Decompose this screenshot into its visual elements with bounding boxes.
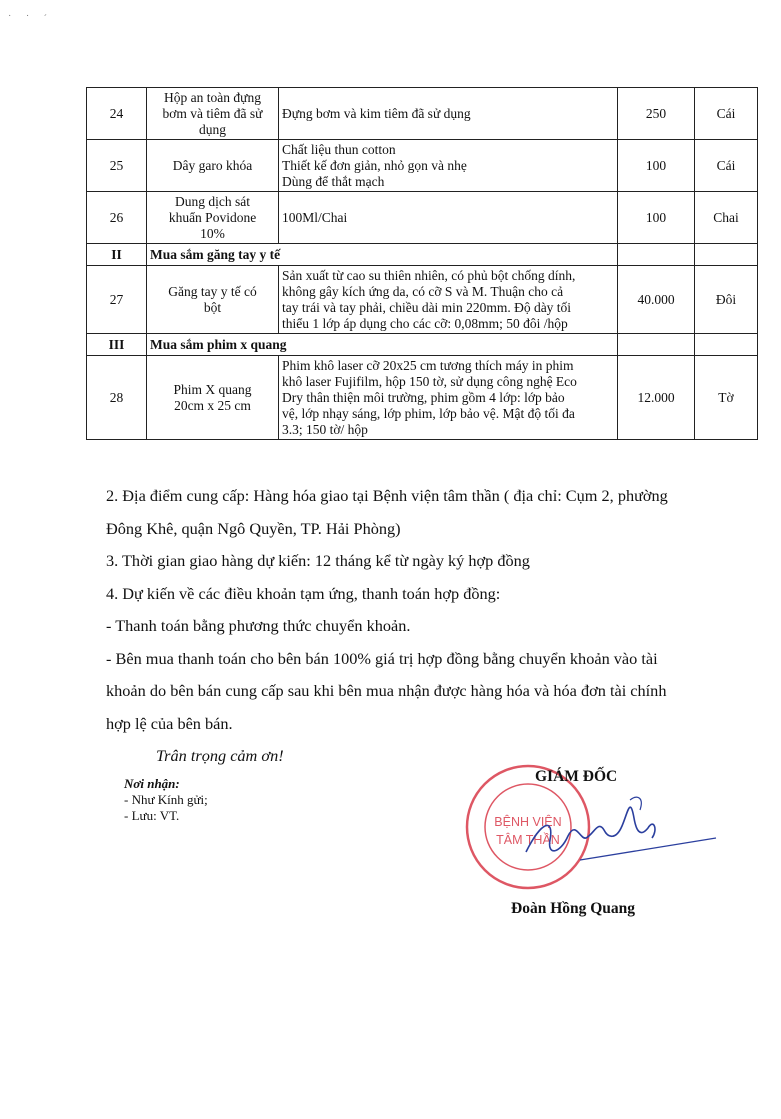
item-name-line: Dung dịch sát bbox=[175, 193, 250, 209]
empty-cell bbox=[695, 334, 758, 356]
payment-detail-line2: khoản do bên bán cung cấp sau khi bên mua nhận được hàng hóa và hóa đơn tài chính bbox=[106, 681, 667, 700]
empty-cell bbox=[618, 244, 695, 266]
signer-name: Đoàn Hồng Quang bbox=[511, 900, 636, 917]
director-title: GIÁM ĐỐC bbox=[535, 768, 618, 785]
item-unit: Chai bbox=[695, 192, 758, 244]
item-unit: Tờ bbox=[695, 356, 758, 440]
scan-specks: ˙ ˙ ˊ bbox=[8, 14, 53, 25]
empty-cell bbox=[618, 334, 695, 356]
item-name bbox=[147, 266, 279, 334]
delivery-time: 3. Thời gian giao hàng dự kiến: 12 tháng kể từ ngày ký hợp đồng bbox=[106, 551, 530, 570]
section-row bbox=[87, 244, 758, 266]
item-unit: Cái bbox=[695, 140, 758, 192]
table-row bbox=[87, 266, 758, 334]
table-row bbox=[87, 88, 758, 140]
item-name-line: 20cm x 25 cm bbox=[174, 397, 251, 413]
item-description-line: Sản xuất từ cao su thiên nhiên, có phủ bột chống dính, bbox=[282, 267, 576, 283]
recipient-item: - Lưu: VT. bbox=[124, 808, 180, 823]
item-name-line: 10% bbox=[200, 225, 225, 241]
payment-detail-line1: - Bên mua thanh toán cho bên bán 100% giá trị hợp đồng bằng chuyển khoản vào tài bbox=[106, 648, 658, 668]
table-row bbox=[87, 140, 758, 192]
item-description bbox=[279, 140, 618, 192]
table-row bbox=[87, 192, 758, 244]
item-description-line: vệ, lớp nhạy sáng, lớp phim, lớp bảo vệ. Mật độ tối đa bbox=[282, 405, 575, 421]
item-name bbox=[147, 88, 279, 140]
body-text bbox=[106, 480, 766, 773]
item-name-line: bột bbox=[203, 299, 222, 315]
item-quantity: 12.000 bbox=[618, 356, 695, 440]
item-name-line: Găng tay y tế có bbox=[168, 283, 257, 299]
payment-terms-heading: 4. Dự kiến về các điều khoản tạm ứng, thanh toán hợp đồng: bbox=[106, 583, 501, 603]
item-number: 25 bbox=[87, 140, 147, 192]
item-quantity: 40.000 bbox=[618, 266, 695, 334]
section-title: Mua sắm phim x quang bbox=[147, 334, 618, 356]
delivery-location-line1: 2. Địa điểm cung cấp: Hàng hóa giao tại Bệnh viện tâm thần ( địa chỉ: Cụm 2, phường bbox=[106, 486, 668, 505]
item-number: 26 bbox=[87, 192, 147, 244]
item-description-line: không gây kích ứng da, có cỡ S và M. Thuận cho cả bbox=[282, 283, 564, 299]
empty-cell bbox=[695, 244, 758, 266]
item-name-line: khuẩn Povidone bbox=[168, 209, 257, 225]
item-description bbox=[279, 356, 618, 440]
item-description-line: Thiết kế đơn giản, nhỏ gọn và nhẹ bbox=[282, 157, 467, 173]
item-description-line: Dùng để thắt mạch bbox=[282, 173, 385, 189]
section-number: II bbox=[87, 244, 147, 266]
item-description bbox=[279, 88, 618, 140]
item-description-line: tay trái và tay phải, chiều dài min 220mm. Độ dày tối bbox=[282, 299, 572, 315]
item-description-line: 100Ml/Chai bbox=[282, 209, 348, 225]
recipient-item: - Như Kính gửi; bbox=[124, 792, 208, 807]
item-description-line: khô laser Fujifilm, hộp 150 tờ, sử dụng công nghệ Eco bbox=[282, 373, 577, 389]
item-number: 24 bbox=[87, 88, 147, 140]
stamp-text-line2: TÂM THẦN bbox=[496, 833, 560, 847]
payment-method: - Thanh toán bằng phương thức chuyển khoản. bbox=[106, 616, 411, 635]
director-signature bbox=[520, 790, 720, 880]
item-description-line: Phim khô laser cỡ 20x25 cm tương thích máy in phim bbox=[282, 357, 574, 373]
item-name-line: Phim X quang bbox=[173, 381, 252, 397]
item-name-line: Dây garo khóa bbox=[172, 157, 253, 173]
section-row bbox=[87, 334, 758, 356]
items-table bbox=[86, 87, 758, 440]
section-number: III bbox=[87, 334, 147, 356]
section-title: Mua sắm găng tay y tế bbox=[147, 244, 618, 266]
delivery-location-line2: Đông Khê, quận Ngô Quyền, TP. Hải Phòng) bbox=[106, 518, 401, 538]
stamp-text-line1: BỆNH VIỆN bbox=[494, 815, 562, 829]
item-description-line: Đựng bơm và kim tiêm đã sử dụng bbox=[282, 105, 471, 121]
items-table-body bbox=[87, 88, 758, 440]
item-number: 28 bbox=[87, 356, 147, 440]
item-description-line: Chất liệu thun cotton bbox=[282, 141, 396, 157]
item-name-line: bơm và tiêm đã sử bbox=[162, 105, 263, 121]
item-description-line: thiểu 1 lớp áp dụng cho các cỡ: 0,08mm; 50 đôi /hộp bbox=[282, 315, 568, 331]
item-name-line: Hộp an toàn đựng bbox=[164, 89, 261, 105]
item-description-line: Dry thân thiện môi trường, phim gồm 4 lớp: lớp bảo bbox=[282, 389, 565, 405]
item-name bbox=[147, 140, 279, 192]
item-name bbox=[147, 356, 279, 440]
item-unit: Đôi bbox=[695, 266, 758, 334]
item-quantity: 100 bbox=[618, 140, 695, 192]
item-name bbox=[147, 192, 279, 244]
table-row bbox=[87, 356, 758, 440]
closing-thanks: Trân trọng cảm ơn! bbox=[156, 746, 284, 765]
recipients-block bbox=[124, 776, 208, 824]
recipients-title: Nơi nhận: bbox=[124, 776, 180, 791]
item-description bbox=[279, 266, 618, 334]
item-description bbox=[279, 192, 618, 244]
item-unit: Cái bbox=[695, 88, 758, 140]
item-name-line: dụng bbox=[199, 121, 226, 137]
item-quantity: 250 bbox=[618, 88, 695, 140]
item-description-line: 3.3; 150 tờ/ hộp bbox=[282, 421, 368, 437]
item-quantity: 100 bbox=[618, 192, 695, 244]
payment-detail-line3: hợp lệ của bên bán. bbox=[106, 713, 233, 733]
item-number: 27 bbox=[87, 266, 147, 334]
